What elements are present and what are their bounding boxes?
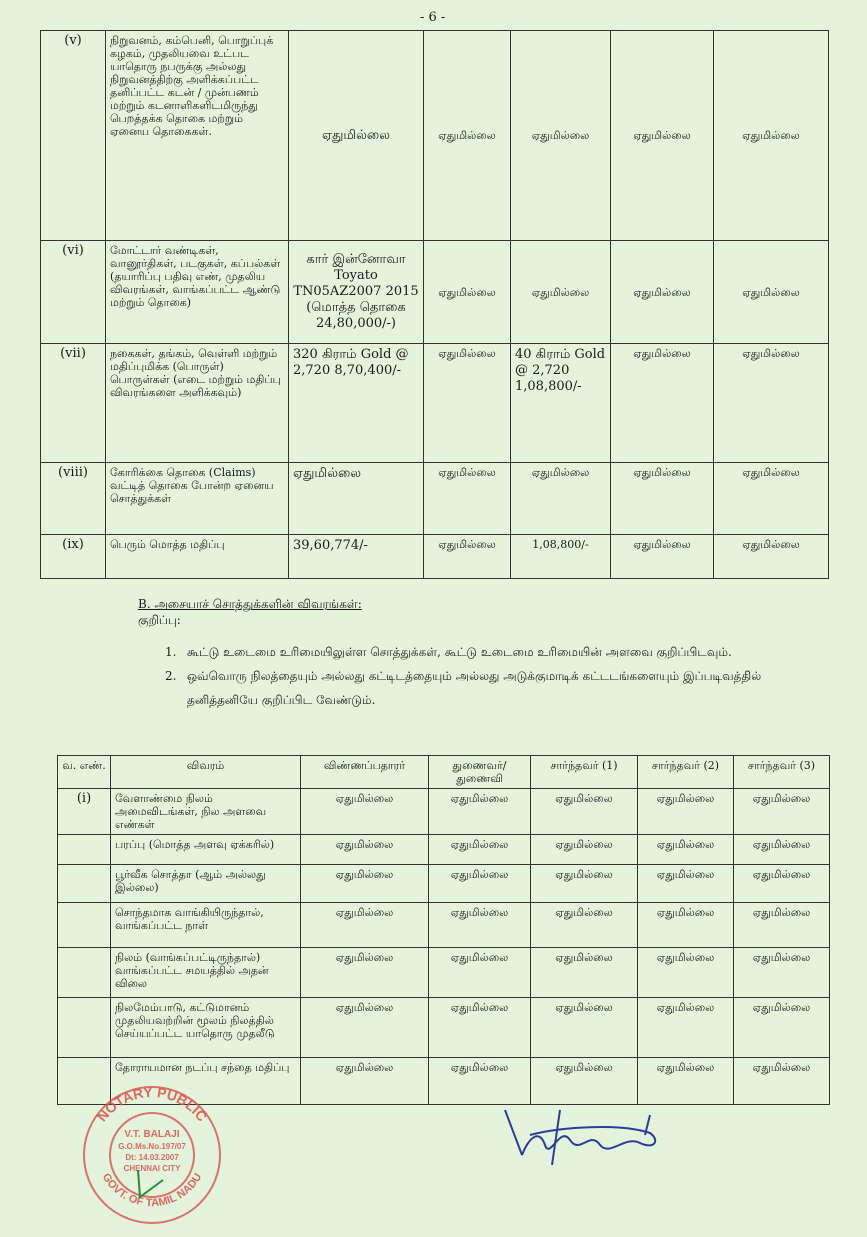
value-cell: ஏதுமில்லை	[638, 865, 734, 903]
row-description: மோட்டார் வண்டிகள், வானூர்திகள், படகுகள், கப்பல்கள் (தயாரிப்பு பதிவு எண், முதலிய விவரங்கள், வாங்கப்பட்ட ஆண்டு மற்றும் தொகை)	[106, 241, 289, 344]
row-description: பரப்பு (மொத்த அளவு ஏக்கரில்)	[111, 835, 301, 865]
table-row	[41, 31, 829, 241]
value-cell: ஏதுமில்லை	[531, 998, 638, 1058]
row-number	[58, 865, 111, 903]
row-number: (viii)	[41, 463, 106, 535]
value-cell: 320 கிராம் Gold @ 2,720 8,70,400/-	[289, 344, 424, 463]
note-number: 2.	[165, 669, 177, 683]
table-row	[58, 835, 830, 865]
stamp-bottom-text: GOVT. OF TAMIL NADU	[99, 1171, 205, 1210]
signature	[500, 1105, 670, 1175]
note-text: கூட்டு உடைமை உரிமையிலுள்ள சொத்துக்கள், கூட்டு உடைமை உரிமையின் அளவை குறிப்பிடவும்.	[187, 645, 732, 659]
value-cell: ஏதுமில்லை	[611, 344, 714, 463]
stamp-name: V.T. BALAJI	[124, 1129, 180, 1140]
column-header: விவரம்	[111, 756, 301, 789]
row-description: கோரிக்கை தொகை (Claims) வட்டித் தொகை போன்ற ஏனைய சொத்துக்கள்	[106, 463, 289, 535]
row-description: நிலம் (வாங்கப்பட்டிருந்தால்) வாங்கப்பட்ட சமயத்தில் அதன் விலை	[111, 948, 301, 998]
row-number	[58, 903, 111, 948]
value-cell: ஏதுமில்லை	[301, 835, 429, 865]
row-description: நகைகள், தங்கம், வெள்ளி மற்றும் மதிப்புமிக்க (பொருள்) பொருள்கள் (எடை மற்றும் மதிப்பு விவரங்களை அளிக்கவும்)	[106, 344, 289, 463]
value-cell: ஏதுமில்லை	[714, 241, 829, 344]
row-description: நிறுவனம், கம்பெனி, பொறுப்புக் கழகம், முதலியவை உட்பட யாதொரு நபருக்கு அல்லது நிறுவனத்திற்கு அளிக்கப்பட்ட தனிப்பட்ட கடன் / முன்பணம் மற்றும் கடனாளிகளிடமிருந்து பெறத்தக்க தொகை மற்றும் ஏனைய தொகைகள்.	[106, 31, 289, 241]
value-cell: ஏதுமில்லை	[424, 535, 511, 579]
value-cell: ஏதுமில்லை	[734, 903, 830, 948]
value-cell: கார் இன்னோவா Toyato TN05AZ2007 2015 (மொத்த தொகை 24,80,000/-)	[289, 241, 424, 344]
value-cell: ஏதுமில்லை	[611, 463, 714, 535]
value-cell: ஏதுமில்லை	[424, 463, 511, 535]
value-cell: ஏதுமில்லை	[424, 241, 511, 344]
value-cell: 40 கிராம் Gold @ 2,720 1,08,800/-	[511, 344, 611, 463]
row-number: (i)	[58, 789, 111, 835]
row-description: பெரும் மொத்த மதிப்பு	[106, 535, 289, 579]
value-cell: ஏதுமில்லை	[714, 344, 829, 463]
value-cell: 1,08,800/-	[511, 535, 611, 579]
value-cell: ஏதுமில்லை	[638, 789, 734, 835]
value-cell: ஏதுமில்லை	[511, 31, 611, 241]
value-cell: 39,60,774/-	[289, 535, 424, 579]
value-cell: ஏதுமில்லை	[429, 1058, 531, 1105]
stamp-top-text: NOTARY PUBLIC	[93, 1085, 211, 1125]
value-cell: ஏதுமில்லை	[511, 463, 611, 535]
stamp-initial	[138, 1170, 163, 1197]
table-row	[41, 241, 829, 344]
column-header: விண்ணப்பதாரர்	[301, 756, 429, 789]
value-cell: ஏதுமில்லை	[429, 789, 531, 835]
note-number: 1.	[165, 645, 177, 659]
row-number	[58, 835, 111, 865]
value-cell: ஏதுமில்லை	[734, 948, 830, 998]
column-header: துணைவர்/ துணைவி	[429, 756, 531, 789]
value-cell: ஏதுமில்லை	[531, 789, 638, 835]
svg-text:NOTARY PUBLIC	[94, 1085, 211, 1124]
note-item	[165, 640, 765, 664]
value-cell: ஏதுமில்லை	[301, 865, 429, 903]
row-description: தோராயமான நடப்பு சந்தை மதிப்பு	[111, 1058, 301, 1105]
row-description: வேளாண்மை நிலம் அமைவிடங்கள், நில அளவை எண்கள்	[111, 789, 301, 835]
stamp-date: Dt: 14.03.2007	[125, 1153, 179, 1162]
table-row	[41, 463, 829, 535]
value-cell: ஏதுமில்லை	[734, 789, 830, 835]
value-cell: ஏதுமில்லை	[531, 948, 638, 998]
note-item	[165, 664, 765, 712]
row-description: சொந்தமாக வாங்கியிருந்தால், வாங்கப்பட்ட நாள்	[111, 903, 301, 948]
value-cell: ஏதுமில்லை	[638, 903, 734, 948]
table-row	[41, 344, 829, 463]
section-b-heading	[138, 597, 362, 629]
value-cell: ஏதுமில்லை	[531, 903, 638, 948]
value-cell: ஏதுமில்லை	[301, 789, 429, 835]
value-cell: ஏதுமில்லை	[638, 998, 734, 1058]
row-number: (ix)	[41, 535, 106, 579]
value-cell: ஏதுமில்லை	[531, 835, 638, 865]
table-row	[58, 998, 830, 1058]
note-label: குறிப்பு:	[138, 613, 181, 627]
notes-list	[165, 640, 765, 712]
value-cell: ஏதுமில்லை	[714, 535, 829, 579]
value-cell: ஏதுமில்லை	[611, 535, 714, 579]
value-cell: ஏதுமில்லை	[511, 241, 611, 344]
page-number: - 6 -	[420, 10, 446, 25]
value-cell: ஏதுமில்லை	[611, 241, 714, 344]
value-cell: ஏதுமில்லை	[424, 31, 511, 241]
value-cell: ஏதுமில்லை	[429, 948, 531, 998]
value-cell: ஏதுமில்லை	[289, 31, 424, 241]
value-cell: ஏதுமில்லை	[638, 948, 734, 998]
stamp-city: CHENNAI CITY	[123, 1164, 181, 1173]
value-cell: ஏதுமில்லை	[429, 835, 531, 865]
row-number: (v)	[41, 31, 106, 241]
value-cell: ஏதுமில்லை	[734, 1058, 830, 1105]
row-number: (vi)	[41, 241, 106, 344]
column-header: சார்ந்தவர் (1)	[531, 756, 638, 789]
immovable-assets-table	[57, 755, 830, 1105]
value-cell: ஏதுமில்லை	[289, 463, 424, 535]
value-cell: ஏதுமில்லை	[531, 865, 638, 903]
value-cell: ஏதுமில்லை	[301, 948, 429, 998]
row-number: (vii)	[41, 344, 106, 463]
table-row	[58, 789, 830, 835]
value-cell: ஏதுமில்லை	[429, 903, 531, 948]
value-cell: ஏதுமில்லை	[424, 344, 511, 463]
row-description: பூர்வீக சொத்தா (ஆம் அல்லது இல்லை)	[111, 865, 301, 903]
value-cell: ஏதுமில்லை	[638, 835, 734, 865]
value-cell: ஏதுமில்லை	[611, 31, 714, 241]
value-cell: ஏதுமில்லை	[301, 1058, 429, 1105]
movable-assets-table	[40, 30, 829, 579]
value-cell: ஏதுமில்லை	[429, 865, 531, 903]
section-b-title: B. அசையாச் சொத்துக்களின் விவரங்கள்:	[138, 597, 362, 611]
value-cell: ஏதுமில்லை	[429, 998, 531, 1058]
row-number	[58, 948, 111, 998]
row-number	[58, 998, 111, 1058]
row-description: நிலமேம்பாடு, கட்டுமானம் முதலியவற்றின் மூலம் நிலத்தில் செய்யப்பட்ட யாதொரு முதலீடு	[111, 998, 301, 1058]
value-cell: ஏதுமில்லை	[301, 903, 429, 948]
value-cell: ஏதுமில்லை	[301, 998, 429, 1058]
value-cell: ஏதுமில்லை	[734, 998, 830, 1058]
column-header: சார்ந்தவர் (2)	[638, 756, 734, 789]
note-text: ஒவ்வொரு நிலத்தையும் அல்லது கட்டிடத்தையும் அல்லது அடுக்குமாடிக் கட்டடங்களையும் இப்படிவத்தில் தனித்தனியே குறிப்பிட வேண்டும்.	[187, 669, 762, 707]
value-cell: ஏதுமில்லை	[734, 865, 830, 903]
table-row	[58, 865, 830, 903]
table-row	[41, 535, 829, 579]
stamp-order: G.O.Ms.No.197/07	[118, 1142, 186, 1151]
value-cell: ஏதுமில்லை	[531, 1058, 638, 1105]
table-row	[58, 948, 830, 998]
value-cell: ஏதுமில்லை	[714, 31, 829, 241]
value-cell: ஏதுமில்லை	[734, 835, 830, 865]
column-header: வ. எண்.	[58, 756, 111, 789]
notary-stamp	[68, 1085, 236, 1235]
value-cell: ஏதுமில்லை	[714, 463, 829, 535]
column-header: சார்ந்தவர் (3)	[734, 756, 830, 789]
table-row	[58, 903, 830, 948]
value-cell: ஏதுமில்லை	[638, 1058, 734, 1105]
